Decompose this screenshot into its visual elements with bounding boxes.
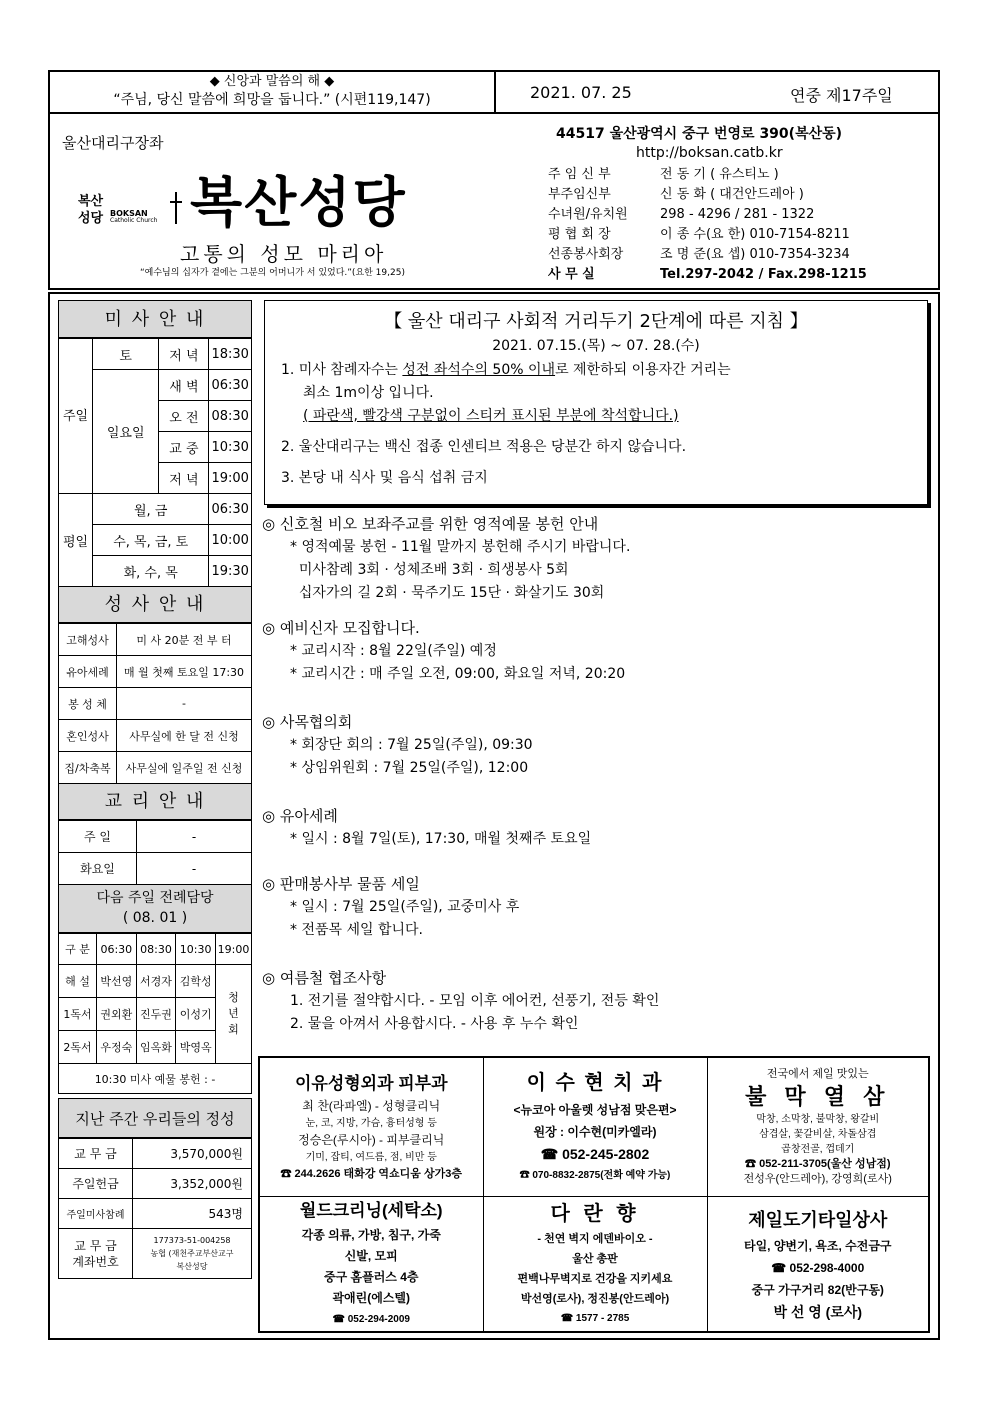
sun-name: 저 녁 <box>159 463 209 494</box>
notice <box>262 804 932 872</box>
notice <box>262 966 932 1036</box>
liturgy-role: 1독서 <box>59 998 97 1031</box>
ad-line: 박 선 영 (로사) <box>773 1303 863 1320</box>
doctrine-key: 화요일 <box>59 853 137 885</box>
sacrament-value: - <box>117 688 252 720</box>
liturgy-header: 19:00 <box>216 934 252 965</box>
liturgy-role: 해 설 <box>59 965 97 998</box>
contact-row: 수녀원/유치원 298 - 4296 / 281 - 1322 <box>548 207 815 222</box>
notice-line: 미사참례 3회 · 성체조배 3회 · 희생봉사 5회 <box>290 562 569 578</box>
notice-title: ◎ 판매봉사부 물품 세일 <box>262 875 420 893</box>
parish-address: 44517 울산광역시 중구 번영로 390(복산동) <box>556 126 843 142</box>
notice-line: 2. 물을 아껴서 사용합시다. - 사용 후 누수 확인 <box>290 1016 579 1032</box>
sat-day: 토 <box>93 339 159 370</box>
sacrament-key: 집/차축복 <box>59 752 117 784</box>
logo-en-2: Catholic Church <box>110 217 158 224</box>
ad-line: 삼겹살, 꽃갈비살, 차돌삼겹 <box>759 1128 877 1140</box>
sun-time: 10:30 <box>209 432 252 463</box>
ad-line: 타일, 양변기, 욕조, 수전금구 <box>743 1238 892 1253</box>
liturgy-person: 이성기 <box>176 998 216 1031</box>
account-label: 교 무 금 계좌번호 <box>59 1229 133 1279</box>
guideline-box <box>264 300 928 505</box>
sacrament-value: 미 사 20분 전 부 터 <box>117 624 252 656</box>
liturgy-header: 06:30 <box>97 934 137 965</box>
weekday-day: 화, 수, 목 <box>93 556 209 587</box>
ad-line: 눈, 코, 지방, 가슴, 흉터성형 등 <box>305 1118 437 1130</box>
ad-line: 중구 홈플러스 4층 <box>324 1270 419 1285</box>
sacrament-table <box>58 623 252 784</box>
ad-tile <box>707 1196 929 1332</box>
guideline-item-3: 3. 본당 내 식사 및 음식 섭취 금지 <box>281 470 488 486</box>
notice <box>262 710 932 804</box>
doctrine-table <box>58 820 252 885</box>
ad-title: 제일도기타일상사 <box>748 1209 888 1230</box>
weekday-day: 월, 금 <box>93 494 209 525</box>
ad-line: 원장 : 이수현(미카엘라) <box>533 1124 657 1139</box>
parish-website: http://boksan.catb.kr <box>636 145 783 161</box>
liturgy-header: 10:30 <box>176 934 216 965</box>
sun-name: 오 전 <box>159 401 209 432</box>
offering-value: 3,352,000원 <box>133 1169 252 1199</box>
sat-time: 18:30 <box>209 339 252 370</box>
sun-time: 06:30 <box>209 370 252 401</box>
weekday-label: 평일 <box>59 494 93 587</box>
notice-line: * 일시 : 8월 7일(토), 17:30, 매월 첫째주 토요일 <box>290 831 592 847</box>
youth-group: 청년회 <box>216 965 252 1064</box>
offering-note: 10:30 미사 예물 봉헌 : - <box>59 1064 252 1094</box>
sacrament-key: 유아세례 <box>59 656 117 688</box>
year-theme-box <box>50 72 496 112</box>
ad-line: 최 찬(라파엘) - 성형클리닉 <box>302 1099 441 1114</box>
sacrament-value: 매 월 첫째 토요일 17:30 <box>117 656 252 688</box>
ad-dental <box>483 1057 707 1196</box>
weekday-time: 06:30 <box>209 494 252 525</box>
sacrament-key: 고해성사 <box>59 624 117 656</box>
contact-row: 평 협 회 장 이 종 수(요 한) 010-7154-8211 <box>548 227 850 242</box>
sacrament-title: 성 사 안 내 <box>58 587 252 623</box>
ad-line: 전국에서 제일 맛있는 <box>766 1067 869 1080</box>
logo-en-1: BOKSAN <box>110 209 148 218</box>
issue-date: 2021. 07. 25 <box>530 83 632 102</box>
sun-time: 08:30 <box>209 401 252 432</box>
ad-title: 이 수 현 치 과 <box>526 1071 664 1094</box>
offering-value: 3,570,000원 <box>133 1139 252 1169</box>
year-theme: ◆ 신앙과 말씀의 해 ◆ <box>209 74 335 89</box>
account-number: 177373-51-004258 <box>153 1236 231 1245</box>
liturgical-week: 연중 제17주일 <box>790 86 893 105</box>
ad-clinic <box>259 1057 483 1196</box>
ad-line: ☎ 070-8832-2875(전화 예약 가능) <box>519 1169 671 1181</box>
sunday-sub-label: 일요일 <box>93 370 159 494</box>
ad-line: 울산 총판 <box>572 1252 618 1265</box>
liturgy-person: 권외환 <box>97 998 137 1031</box>
weekday-day: 수, 목, 금, 토 <box>93 525 209 556</box>
liturgy-person: 박영옥 <box>176 1031 216 1064</box>
contact-row: 사 무 실 Tel.297-2042 / Fax.298-1215 <box>548 267 867 282</box>
ad-line: 신발, 모피 <box>344 1249 398 1264</box>
offering-table <box>58 1138 252 1279</box>
account-bank: 농협 (재천주교부산교구 <box>150 1249 234 1258</box>
contact-row: 선종봉사회장 조 명 준(요 셉) 010-7354-3234 <box>548 247 850 262</box>
notice-title: ◎ 여름철 협조사항 <box>262 969 387 987</box>
parish-name: 복산성당 <box>190 170 407 234</box>
offering-title: 지난 주간 우리들의 정성 <box>58 1098 252 1138</box>
offering-key: 주일미사참례 <box>59 1199 133 1229</box>
account-holder: 복산성당 <box>176 1262 208 1271</box>
left-column <box>58 300 252 1279</box>
ad-line: 곽애린(에스텔) <box>332 1291 411 1306</box>
liturgy-role: 2독서 <box>59 1031 97 1064</box>
liturgy-person: 우정숙 <box>97 1031 137 1064</box>
cross-icon <box>166 190 186 226</box>
ad-line: - 천연 벽지 에덴바이오 - <box>537 1232 653 1245</box>
notice-title: ◎ 예비신자 모집합니다. <box>262 619 420 637</box>
sacrament-key: 혼인성사 <box>59 720 117 752</box>
liturgy-header: 08:30 <box>136 934 176 965</box>
notice-line: 1. 전기를 절약합시다. - 모임 이후 에어컨, 선풍기, 전등 확인 <box>290 993 660 1009</box>
notice-title: ◎ 신호철 비오 보좌주교를 위한 영적예물 봉헌 안내 <box>262 515 599 533</box>
ad-title: 이유성형외과 피부과 <box>294 1074 448 1094</box>
ad-line: 박선영(로사), 정진봉(안드레아) <box>520 1292 670 1305</box>
ad-title: 불 막 열 삼 <box>745 1083 891 1109</box>
weekday-time: 19:30 <box>209 556 252 587</box>
mass-title: 미 사 안 내 <box>58 300 252 338</box>
doctrine-title: 교 리 안 내 <box>58 784 252 820</box>
notice-line: * 회장단 회의 : 7월 25일(주일), 09:30 <box>290 737 533 753</box>
sacrament-key: 봉 성 체 <box>59 688 117 720</box>
patron-quote: “예수님의 십자가 곁에는 그분의 어머니가 서 있었다.”(요한 19,25) <box>140 268 405 278</box>
ad-line: 편백나무벽지로 건강을 지키세요 <box>517 1272 673 1285</box>
notice <box>262 512 932 616</box>
notice-line: 십자가의 길 2회 · 묵주기도 15단 · 화살기도 30회 <box>290 585 605 601</box>
ad-line: 막창, 소막창, 불막창, 왕갈비 <box>756 1113 880 1125</box>
notice-title: ◎ 사목협의회 <box>262 713 353 731</box>
guideline-item-1-cont: 최소 1m이상 입니다. <box>303 385 434 401</box>
sun-name: 교 중 <box>159 432 209 463</box>
ad-wallpaper <box>483 1196 707 1332</box>
sun-time: 19:00 <box>209 463 252 494</box>
liturgy-person: 진두권 <box>136 998 176 1031</box>
sacrament-value: 사무실에 한 달 전 신청 <box>117 720 252 752</box>
liturgy-title-text: 다음 주일 전례담당 <box>96 890 214 906</box>
ad-line: ☎ 244.2626 태화강 역쇼디움 상가3층 <box>280 1168 462 1181</box>
guideline-item-2: 2. 울산대리구는 백신 접종 인센티브 적용은 당분간 하지 않습니다. <box>281 439 687 455</box>
ad-restaurant <box>707 1057 929 1196</box>
logo-small-1: 복산 <box>78 194 104 209</box>
notice <box>262 872 932 966</box>
parish-logo <box>78 190 188 230</box>
doctrine-value: - <box>137 853 252 885</box>
patron: 고통의 성모 마리아 <box>180 242 388 266</box>
ad-laundry <box>259 1196 483 1332</box>
notice-line: * 상임위원회 : 7월 25일(주일), 12:00 <box>290 760 529 776</box>
ad-title: 월드크리닝(세탁소) <box>299 1201 443 1221</box>
ads-grid <box>258 1056 930 1333</box>
liturgy-person: 서경자 <box>136 965 176 998</box>
liturgy-person: 임옥화 <box>136 1031 176 1064</box>
guideline-item-1-note: ( 파란색, 빨강색 구분없이 스티커 표시된 부분에 착석합니다.) <box>303 408 679 424</box>
guideline-item-1: 1. 미사 참례자수는 성전 좌석수의 50% 이내로 제한하되 이용자간 거리는 <box>281 362 731 378</box>
liturgy-title <box>58 885 252 933</box>
liturgy-person: 김학성 <box>176 965 216 998</box>
liturgy-table <box>58 933 252 1094</box>
offering-key: 교 무 금 <box>59 1139 133 1169</box>
ad-line: ☎ 052-294-2009 <box>332 1314 410 1326</box>
ad-line: ☎ 052-298-4000 <box>771 1260 865 1275</box>
notice-line: * 전품목 세일 합니다. <box>290 922 423 938</box>
ad-line: ☎ 052-211-3705(울산 성남점) <box>745 1157 891 1170</box>
sunday-label: 주일 <box>59 339 93 494</box>
ad-line: 곱창전골, 껍데기 <box>781 1143 855 1155</box>
notices <box>262 512 932 1036</box>
ad-line: 중구 가구거리 82(반구동) <box>751 1282 884 1297</box>
liturgy-date: ( 08. 01 ) <box>122 910 188 926</box>
liturgy-header: 구 분 <box>59 934 97 965</box>
ad-line: <뉴코아 아울렛 성남점 맞은편> <box>513 1102 677 1117</box>
ad-line: 정승은(루시아) - 피부클리닉 <box>298 1133 445 1148</box>
notice-line: * 교리시작 : 8월 22일(주일) 예정 <box>290 643 497 659</box>
notice-line: * 교리시간 : 매 주일 오전, 09:00, 화요일 저녁, 20:20 <box>290 666 626 682</box>
sat-name: 저 녁 <box>159 339 209 370</box>
doctrine-value: - <box>137 821 252 853</box>
sun-name: 새 벽 <box>159 370 209 401</box>
guideline-title: 【 울산 대리구 사회적 거리두기 2단계에 따른 지침 】 <box>384 311 808 332</box>
ad-line: 기미, 잡티, 여드름, 점, 비만 등 <box>305 1152 437 1164</box>
ad-title: 다 란 향 <box>550 1202 640 1225</box>
mass-table <box>58 338 252 587</box>
notice-line: * 영적예물 봉헌 - 11월 말까지 봉헌해 주시기 바랍니다. <box>290 539 631 555</box>
account-info <box>133 1229 252 1279</box>
sacrament-value: 사무실에 일주일 전 신청 <box>117 752 252 784</box>
diocese: 울산대리구장좌 <box>62 134 164 152</box>
ad-line: ☎ 052-245-2802 <box>540 1145 650 1162</box>
liturgy-person: 박선영 <box>97 965 137 998</box>
notice <box>262 616 932 710</box>
guideline-period: 2021. 07.15.(목) ~ 07. 28.(수) <box>492 338 700 354</box>
contacts <box>548 165 898 285</box>
notice-line: * 일시 : 7월 25일(주일), 교중미사 후 <box>290 899 520 915</box>
contact-row: 부주임신부 신 동 화 ( 대건안드레아 ) <box>548 187 804 202</box>
ad-line: ☎ 1577 - 2785 <box>560 1312 630 1324</box>
logo-small-2: 성당 <box>78 211 104 226</box>
ad-line: 전성우(안드레아), 강영희(로사) <box>743 1172 892 1185</box>
ad-line: 각종 의류, 가방, 침구, 가죽 <box>301 1228 441 1243</box>
weekday-time: 10:00 <box>209 525 252 556</box>
offering-value: 543명 <box>133 1199 252 1229</box>
doctrine-key: 주 일 <box>59 821 137 853</box>
contact-row: 주 임 신 부 전 동 기 ( 유스티노 ) <box>548 167 779 182</box>
offering-key: 주일헌금 <box>59 1169 133 1199</box>
notice-title: ◎ 유아세례 <box>262 807 338 825</box>
year-quote: “주님, 당신 말씀에 희망을 둡니다.” (시편119,147) <box>113 92 431 108</box>
